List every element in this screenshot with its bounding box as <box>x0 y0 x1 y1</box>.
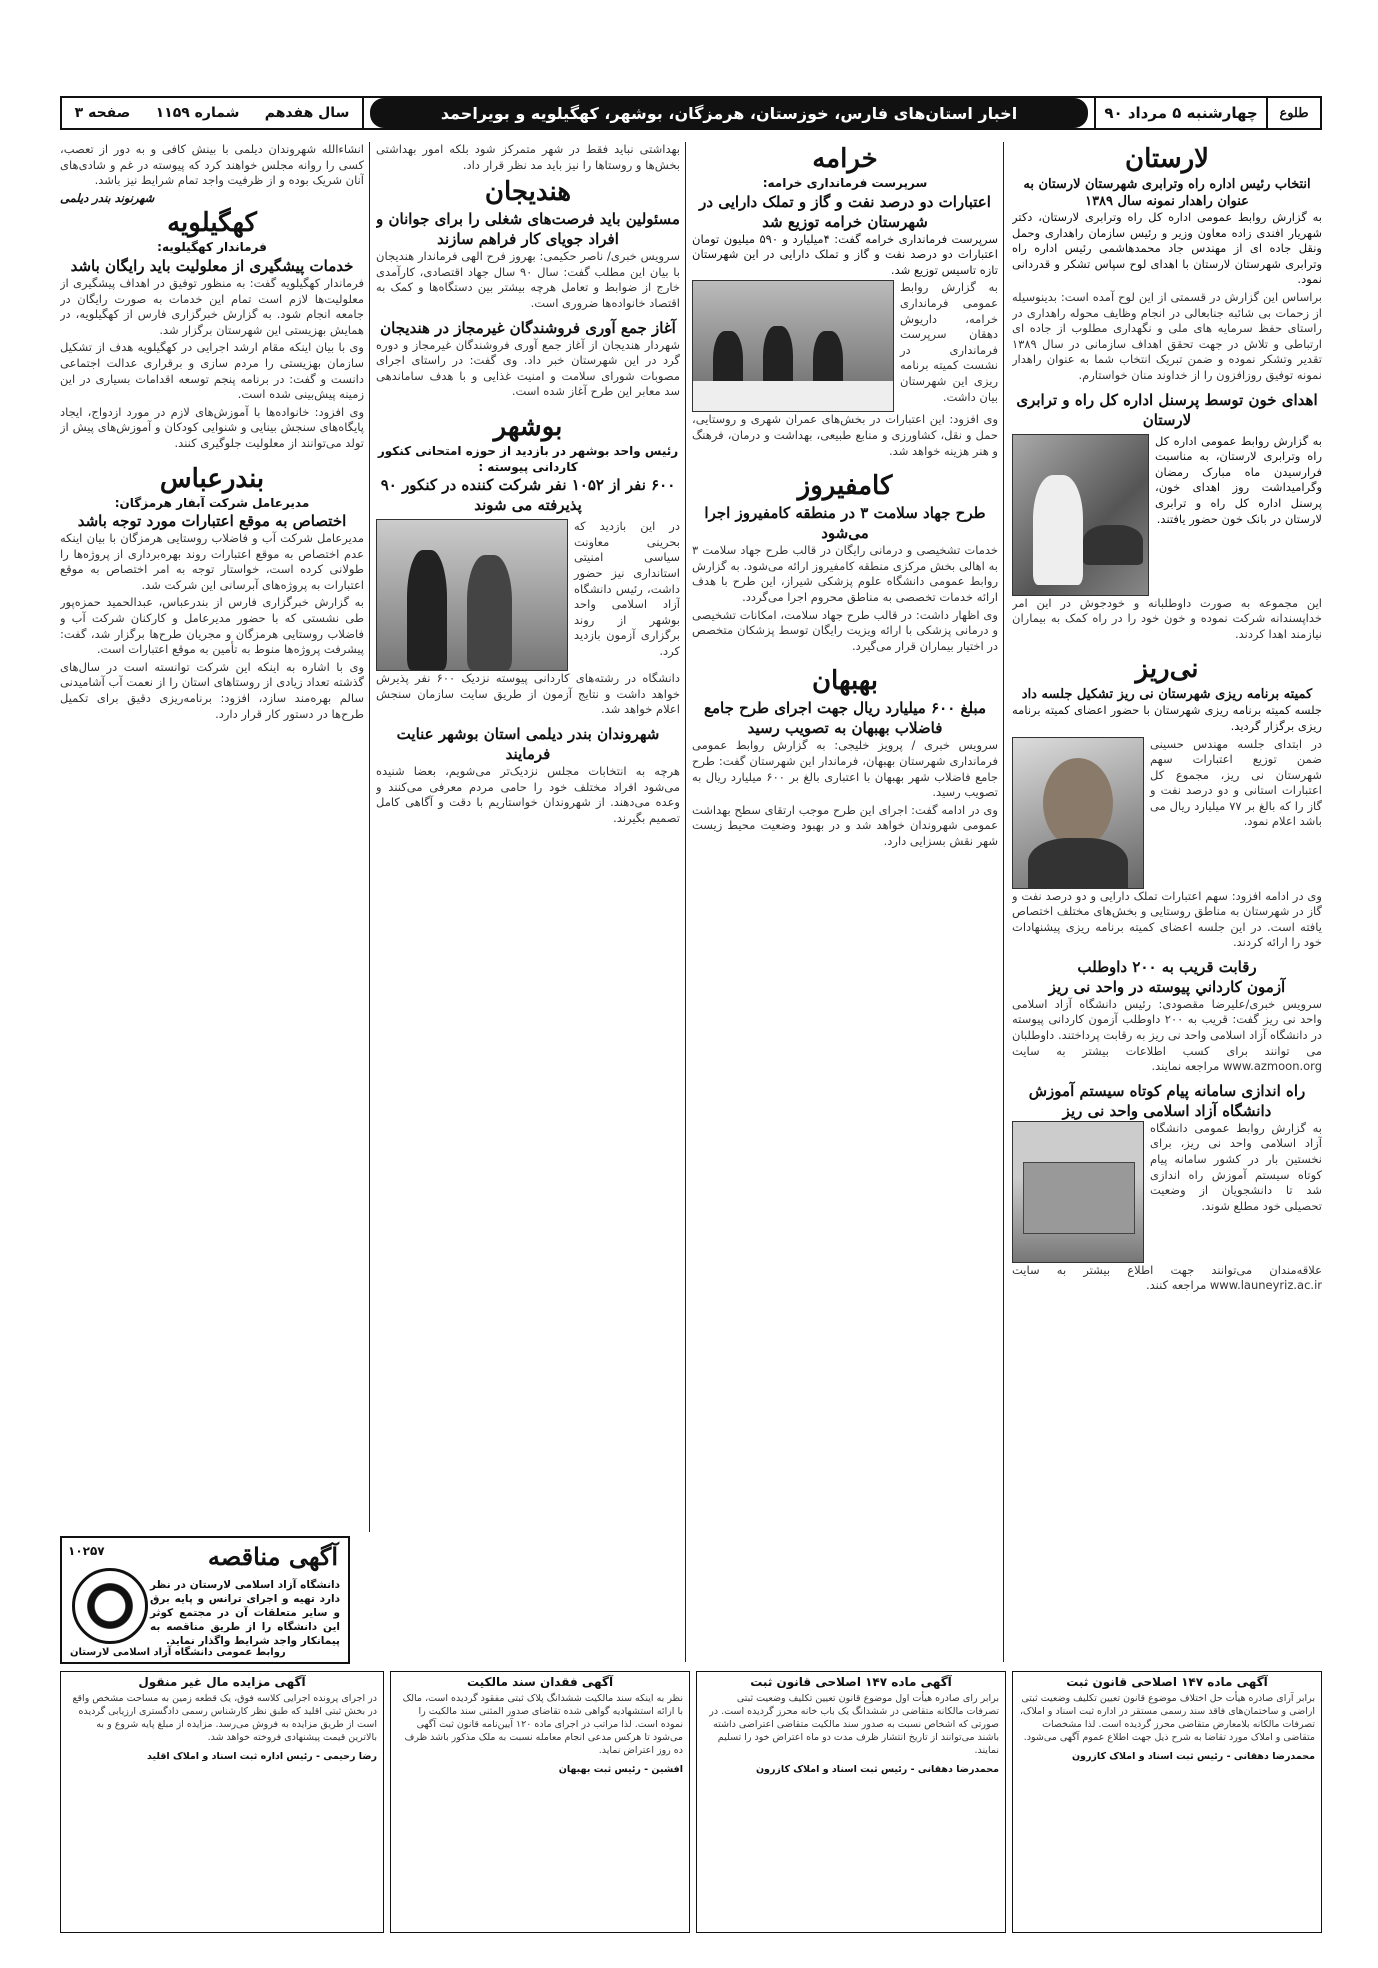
section-title-behbahan: بهبهان <box>811 666 879 697</box>
article-block <box>1012 737 1322 889</box>
article-body: به گزارش روابط عمومی فرمانداری خرامه، داریوش دهقان سرپرست فرمانداری در نشست کمیته برنامه ریزی این شهرستان بیان داشت. <box>900 280 998 404</box>
article-body: فرماندار کهگیلویه گفت: به منظور توفیق در اهداف پیشگیری از معلولیت‌ها لازم است تمام این خدمات به صورت رایگان در جامعه انجام شود. به گزارش خبرگزاری فارس از کهگیلویه، در همایش بهزیستی این شهرستان برگزار شد. <box>60 275 364 337</box>
section-title-khorameh: خرامه <box>812 144 878 174</box>
notice-body: در اجرای پرونده اجرایی کلاسه فوق، یک قطعه زمین به مساحت مشخص واقع در بخش ثبتی اقلید که طبق نظر کارشناس رسمی دادگستری ارزیابی گردیده است از طریق مزایده به فروش می‌رسد. مزایده از مبلغ پایه شروع و به بالاترین قیمت پیشنهادی فروخته خواهد شد. <box>72 1693 377 1743</box>
headline: رقابت قریب به ۲۰۰ داوطلب <box>1077 957 1257 976</box>
legal-notice <box>1012 1671 1322 1933</box>
signature: شهرنوند بندر دیلمی <box>60 190 155 205</box>
notice-body: برابر آرای صادره هیأت حل اختلاف موضوع قانون تعیین تکلیف وضعیت ثبتی اراضی و ساختمان‌های فاقد سند رسمی مستقر در اداره ثبت اسناد و املاک، تصرفات مالکانه بلامعارض متقاضی محرز گردیده است. لذا مشخصات متقاضی و املاک مورد تقاضا به شرح ذیل جهت اطلاع عموم آگهی می‌شود. <box>1019 1693 1315 1743</box>
page-number: صفحه ۳ <box>74 105 131 121</box>
article-body: مدیرعامل شرکت آب و فاضلاب روستایی هرمزگان با بیان اینکه عدم اختصاص به موقع اعتبارات روند بهره‌برداری از پروژه‌ها را طولانی کرده است، خواستار توجه به امر اختصاص به موقع اعتبارات به پروژه‌های آبرسانی این شرکت شد. <box>60 531 364 592</box>
headline: اهدای خون توسط پرسنل اداره کل راه و ترابری لارستان <box>1016 390 1318 429</box>
section-title-kohgiluyeh: کهگیلویه <box>167 208 257 239</box>
article-block <box>692 280 998 412</box>
notice-title: آگهی ماده ۱۴۷ اصلاحی قانون ثبت <box>1066 1675 1268 1689</box>
exam-visit-photo <box>376 519 568 671</box>
article-body: وی افزود: خانواده‌ها با آموزش‌های لازم در مورد ازدواج، ایجاد پایگاه‌های سنجش بینایی و شنوایی کودکان و آموزش‌های پیش از تولد می‌توانند از معلولیت جلوگیری کنند. <box>60 404 364 450</box>
tender-footer: روابط عمومی دانشگاه آزاد اسلامی لارستان <box>70 1647 286 1658</box>
notice-signature: محمدرضا دهقانی - رئیس ثبت اسناد و املاک کازرون <box>1071 1751 1315 1762</box>
section-title-hendijan: هندیجان <box>484 177 572 208</box>
article-body: وی در ادامه گفت: اجرای این طرح موجب ارتقای سطح بهداشت عمومی شهروندان خواهد شد و در بهبود وضعیت محیط زیست شهر نقش بسزایی دارد. <box>692 802 998 848</box>
legal-notices <box>60 1671 1322 1933</box>
notice-body: برابر رای صادره هیأت اول موضوع قانون تعیین تکلیف وضعیت ثبتی تصرفات مالکانه متقاضی در ششدانگ یک باب خانه محرز گردیده است. در صورتی که اشخاص نسبت به صدور سند مالکیت متقاضی اعتراضی داشته باشند می‌توانند از تاریخ انتشار ظرف مدت دو ماه اعتراض خود را تسلیم نمایند. <box>709 1693 999 1756</box>
kicker: مدیرعامل شرکت آبفار هرمزگان: <box>114 495 310 510</box>
article-body: در این بازدید که بحرینی معاونت سیاسی امنیتی استانداری نیز حضور داشت، رئیس دانشگاه آزاد اسلامی واحد بوشهر از روند برگزاری آزمون بازدید کرد. <box>574 519 680 658</box>
notice-title: آگهی ماده ۱۴۷ اصلاحی قانون ثبت <box>750 1675 952 1689</box>
article-body: شهردار هندیجان از آغاز جمع آوری فروشندگان غیرمجاز و دوره گرد در این شهرستان خبر داد. وی گفت: در راستای اجرای مصوبات شورای سلامت و امنیت غذایی و با هدف ساماندهی سد معابر این طرح آغاز شده است. <box>376 337 680 399</box>
notice-signature: رضا رحیمی - رئیس اداره ثبت اسناد و املاک اقلید <box>146 1751 377 1762</box>
headline: خدمات پیشگیری از معلولیت باید رایگان باشد <box>70 256 354 275</box>
column-divider <box>1003 142 1004 1662</box>
notice-title: آگهی فقدان سند مالکیت <box>466 1675 614 1689</box>
article-body: به گزارش روابط عمومی دانشگاه آزاد اسلامی واحد نی ریز، برای نخستین بار در کشور سامانه پیام کوتاه سیستم آموزش راه اندازی شد تا دانشجویان از وضعیت تحصیلی خود مطلع شوند. <box>1150 1120 1322 1213</box>
article-body: این مجموعه به صورت داوطلبانه و خودجوش در این امر خداپسندانه شرکت نموده و خون خود را در راه کمک به بیماران نیازمند اهدا کردند. <box>1012 595 1322 641</box>
issue-date: چهارشنبه ۵ مرداد ۹۰ <box>1094 98 1266 128</box>
article-body: در ابتدای جلسه مهندس حسینی ضمن توزیع اعتبارات سهم شهرستان نی ریز، مجموع کل اعتبارات استانی و دو درصد نفت و گاز را که بالغ بر ۷۷ میلیارد ریال می باشد اعلام نمود. <box>1150 736 1322 829</box>
kicker: رئیس واحد بوشهر در بازدید از حوزه امتحانی کنکور کاردانی پیوسته : <box>377 443 679 474</box>
column-kohgiluyeh-bandarabbas <box>60 142 364 1532</box>
page-header <box>60 96 1322 130</box>
article-body: وی با اشاره به اینکه این شرکت توانسته است در سال‌های گذشته تعداد زیادی از روستاهای استان را از نعمت آب آشامیدنی سالم بهره‌مند سازد، افزود: برنامه‌ریزی دقیق برای تکمیل طرح‌ها در دستور کار قرار دارد. <box>60 659 364 721</box>
tender-ad <box>60 1536 350 1664</box>
article-body: انشاءالله شهروندان دیلمی با بینش کافی و به دور از تعصب، کسی را روانه مجلس خواهند کرد که پیوسته در غم و شادی‌های آنان شریک بوده و از ظرفیت واجد تمام شرایط نیز باشد. <box>60 142 364 188</box>
notice-signature: محمدرضا دهقانی - رئیس ثبت اسناد و املاک کازرون <box>755 1764 999 1775</box>
article-body: به گزارش روابط عمومی اداره کل راه وترابری لارستان، دکتر شهریار افندی زاده معاون وزیر و رئیس سازمان راهداری وحمل ونقل جاده ای از مهندس جاد محمدهاشمی رئیس اداره راه وترابری شهرستان لارستان با اهدای لوح سپاس تشکر و قدردانی نمود. <box>1012 210 1322 287</box>
column-divider <box>685 142 686 1662</box>
issue-meta <box>62 98 364 128</box>
notice-signature: افشین - رئیس ثبت بهبهان <box>558 1764 683 1775</box>
article-body: جلسه کمیته برنامه ریزی شهرستان با حضور اعضای کمیته برنامه ریزی برگزار گردید. <box>1012 703 1322 733</box>
headline: انتخاب رئیس اداره راه وترابری شهرستان لارستان به عنوان راهدار نمونه سال ۱۳۸۹ <box>1023 177 1311 209</box>
legal-notice <box>390 1671 690 1933</box>
headline: آغاز جمع آوری فروشندگان غیرمجاز در هندیجان <box>380 318 676 337</box>
section-title-neyriz: نی‌ریز <box>1135 654 1199 685</box>
article-body: سرپرست فرمانداری خرامه گفت: ۴میلیارد و ۵۹۰ میلیون تومان اعتبارات دو درصد نفت و گاز و تملک دارایی در این شهرستان تازه تاسیس توزیع شد. <box>692 231 998 277</box>
legal-notice <box>60 1671 384 1933</box>
issue-number: شماره ۱۱۵۹ <box>155 105 240 121</box>
article-block <box>376 519 680 671</box>
headline: طرح جهاد سلامت ۳ در منطقه کامفیروز اجرا می‌شود <box>704 504 986 543</box>
article-body: سرویس خبری/ ناصر حکیمی: بهروز فرح الهی فرماندار هندیجان با بیان این مطلب گفت: سال ۹۰ سال جهاد اقتصادی، کارآمدی خارج از ضوابط و تعامل هرچه بیشتر بین دستگاه‌ها و کمک به اقتصاد خانواده‌ها ضروری است. <box>376 249 680 310</box>
column-khorameh-kamfiruz-behbahan <box>692 142 998 1662</box>
governor-portrait-photo <box>1012 737 1144 889</box>
article-block <box>1012 1121 1322 1263</box>
article-body: سرویس خبری / پرویز خلیجی: به گزارش روابط عمومی فرمانداری شهرستان بهبهان، فرماندار این شهرستان گفت: طرح جامع فاضلاب شهر بهبهان با اعتباری بالغ بر ۶۰۰ میلیارد ریال به تصویب رسید. <box>692 738 998 800</box>
kicker: فرماندار کهگیلویه: <box>157 240 267 255</box>
article-body: علاقه‌مندان می‌توانند جهت اطلاع بیشتر به سایت www.launeyriz.ac.ir مراجعه کنند. <box>1012 1262 1322 1293</box>
column-hendijan-bushehr <box>376 142 680 1532</box>
article-body: وی افزود: این اعتبارات در بخش‌های عمران شهری و روستایی، حمل و نقل، کشاورزی و منابع طبیعی، بهداشت و درمان، فرهنگ و هنر هزینه خواهد شد. <box>692 412 998 458</box>
article-body: وی با بیان اینکه مقام ارشد اجرایی در کهگیلویه هدف از تشکیل سازمان بهزیستی را مردم سازی و برقراری عدالت اجتماعی دانست و گفت: در برنامه پنجم توسعه اقدامات بسیاری در این زمینه پیش‌بینی شده است. <box>60 340 364 402</box>
tender-body: دانشگاه آزاد اسلامی لارستان در نظر دارد تهیه و اجرای ترانس و پایه برق و سایر متعلقات آن در مجتمع کوثر این دانشگاه را از طریق مناقصه به پیمانکار واجد شرایط واگذار نماید. <box>150 1579 340 1647</box>
section-title-lar: لارستان <box>1124 144 1210 174</box>
kicker: سرپرست فرمانداری خرامه: <box>762 176 928 190</box>
headline: اختصاص به موقع اعتبارات مورد توجه باشد <box>77 512 347 531</box>
article-body: وی در ادامه افزود: سهم اعتبارات تملک دارایی و دو درصد نفت و گاز در شهرستان به مناطق روستایی و بخش‌های مختلف اختصاص یافته است. در این جلسه اعضای کمیته برنامه ریزی پیشنهادات خود را ارائه کردند. <box>1012 888 1322 950</box>
section-banner: اخبار استان‌های فارس، خوزستان، هرمزگان، بوشهر، کهگیلویه و بویراحمد <box>370 98 1088 128</box>
newspaper-page <box>60 96 1322 1938</box>
headline: ۶۰۰ نفر از ۱۰۵۲ نفر شرکت کننده در کنکور ۹۰ پذیرفته می شوند <box>380 476 676 515</box>
headline: راه اندازی سامانه پیام کوتاه سیستم آموزش دانشگاه آزاد اسلامی واحد نی ریز <box>1028 1081 1306 1120</box>
university-emblem-icon <box>72 1568 148 1644</box>
column-divider <box>369 142 370 1532</box>
notice-title: آگهی مزایده مال غیر منقول <box>138 1675 306 1689</box>
article-body: دانشگاه در رشته‌های کاردانی پیوسته نزدیک ۶۰۰ نفر پذیرش خواهد داشت و نتایج آزمون از طریق سایت سازمان سنجش اعلام خواهد شد. <box>376 671 680 717</box>
section-title-bandarabbas: بندرعباس <box>159 463 265 494</box>
blood-donation-photo <box>1012 434 1149 596</box>
newspaper-logo: طلوع <box>1266 98 1320 128</box>
headline: مسئولین باید فرصت‌های شغلی را برای جوانان و افراد جویای کار فراهم سازند <box>376 210 680 249</box>
volume-year: سال هفدهم <box>264 105 350 121</box>
notice-body: نظر به اینکه سند مالکیت ششدانگ پلاک ثبتی مفقود گردیده است، مالک با ارائه استشهادیه گواهی شده تقاضای صدور المثنی سند مالکیت را نموده است. لذا مراتب در اجرای ماده ۱۲۰ آیین‌نامه قانون ثبت آگهی می‌شود تا هرکس مدعی انجام معامله نسبت به ملک مذکور باشد ظرف ده روز اعتراض نماید. <box>402 1693 683 1756</box>
article-block <box>1012 434 1322 596</box>
legal-notice <box>696 1671 1006 1933</box>
meeting-photo <box>692 280 894 412</box>
section-title-kamfiruz: کامفیروز <box>797 471 893 502</box>
headline: مبلغ ۶۰۰ میلیارد ریال جهت اجرای طرح جامع فاضلاب بهبهان به تصویب رسید <box>704 699 986 738</box>
site-url[interactable]: www.launeyriz.ac.ir <box>1209 1278 1322 1293</box>
university-building-photo <box>1012 1121 1144 1263</box>
column-lar-neyriz <box>1012 142 1322 1662</box>
site-url[interactable]: www.azmoon.org <box>1223 1059 1322 1074</box>
article-body: خدمات تشخیصی و درمانی رایگان در قالب طرح جهاد سلامت ۳ به اهالی بخش مرکزی منطقه کامفیروز ارائه می‌شود. به گزارش روابط عمومی دانشگاه علوم پزشکی شیراز، این طرح با هدف ارائه خدمات تخصصی به مناطق محروم اجرا می‌گردد. <box>692 543 998 604</box>
tender-header <box>208 1542 338 1571</box>
headline: اعتبارات دو درصد نفت و گاز و تملک دارایی در شهرستان خرامه توزیع شد <box>699 192 991 231</box>
article-body: بهداشتی نباید فقط در شهر متمرکز شود بلکه امور بهداشتی بخش‌ها و روستاها را نیز باید مد نظر قرار داد. <box>376 142 680 172</box>
article-body: به گزارش روابط عمومی اداره کل راه وترابری لارستان، به مناسبت فرارسیدن ماه مبارک رمضان وگرامیداشت روز اهدای خون، پرسنل اداره کل راه و ترابری لارستان در بانک خون حضور یافتند. <box>1155 433 1322 526</box>
tender-title: آگهی مناقصه <box>207 1542 338 1571</box>
article-body: براساس این گزارش در قسمتی از این لوح آمده است: بدینوسیله از زحمات بی شائبه جنابعالی در انجام وظایف محوله راهداری در راستای حفظ سرمایه های ملی و نگهداری مطلوب از جاده ای ارتباطی و تلاش در جهت تحقق اهداف سازمانی در سال ۱۳۸۹ تقدیر وتشکر نموده و ضمن تبریک انتخاب شما به عنوان راهدار نمونه توفیق روزافزون را از خداوند منان خواستارم. <box>1012 289 1322 382</box>
headline: شهروندان بندر دیلمی استان بوشهر عنایت فرمایند <box>396 724 660 763</box>
article-body: به گزارش خبرگزاری فارس از بندرعباس، عبدالحمید حمزه‌پور طی نشستی که با حضور مدیرعامل و کارکنان شرکت آب و فاضلاب روستایی هرمزگان و مجریان طرح‌ها برگزار شد، گفت: پیشرفت پروژه‌ها منوط به تأمین به موقع اعتبارات است. <box>60 595 364 657</box>
article-body: هرچه به انتخابات مجلس نزدیک‌تر می‌شویم، بعضا شنیده می‌شود افراد مختلف خود را حامی مردم معرفی می‌کنند و وعده می‌دهند. از شهروندان خواستاریم با دقت و آگاهی کامل تصمیم بگیرند. <box>376 763 680 825</box>
section-title-bushehr: بوشهر <box>493 411 563 442</box>
headline: کمیته برنامه ریزی شهرستان نی ریز تشکیل جلسه داد <box>1021 687 1313 703</box>
article-body: سرویس خبری/علیرضا مقصودی: رئیس دانشگاه آزاد اسلامی واحد نی ریز گفت: قریب به ۲۰۰ داوطلب آزمون کاردانی پیوسته در دانشگاه آزاد اسلامی واحد نی ریز به رقابت پرداختند. داوطلبان می توانند برای کسب اطلاعات بیشتر به سایت www.azmoon.org مراجعه نمایند. <box>1012 996 1322 1074</box>
article-body: وی اظهار داشت: در قالب طرح جهاد سلامت، امکانات تشخیصی و درمانی پزشکی با ارائه ویزیت رایگان توسط پزشکان متخصص در اختیار بیماران قرار می‌گیرد. <box>692 607 998 653</box>
ad-code: ۱۰۲۵۷ <box>68 1544 105 1558</box>
headline: آزمون کارداني پیوسته در واحد نی ریز <box>1048 977 1286 996</box>
